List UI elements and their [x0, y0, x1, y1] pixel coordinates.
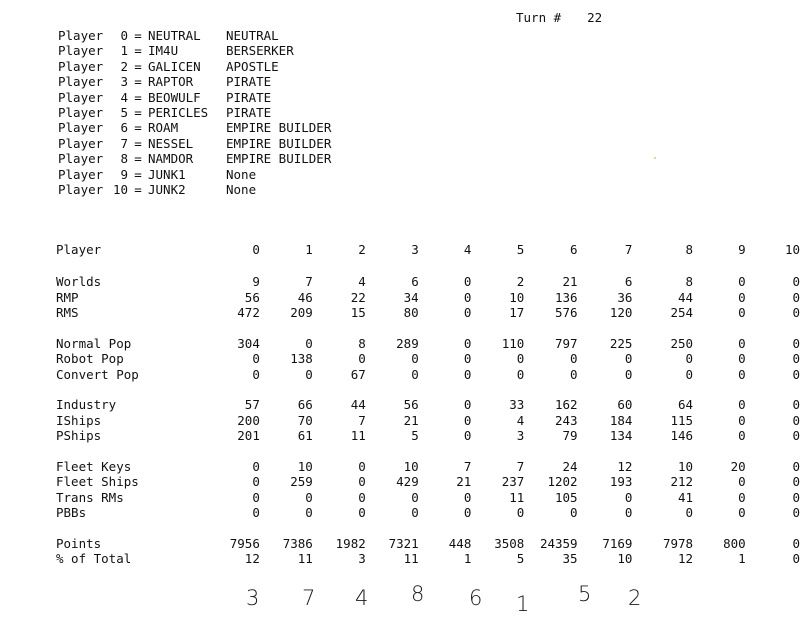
table-cell: 0: [738, 489, 746, 505]
table-cell: 0: [305, 489, 313, 505]
table-cell: 41: [678, 489, 694, 505]
row-label: Points: [56, 535, 102, 551]
table-cell: 304: [237, 335, 260, 351]
table-cell: 237: [501, 474, 525, 489]
table-cell: 0: [252, 474, 260, 489]
equals-sign: =: [134, 166, 142, 182]
table-cell: 120: [609, 305, 633, 320]
player-number: 6: [120, 120, 128, 136]
table-cell: 3: [358, 551, 366, 566]
column-header: 9: [738, 242, 746, 258]
table-cell: 800: [723, 535, 746, 551]
player-type: PIRATE: [226, 89, 272, 105]
table-cell: 60: [617, 397, 633, 412]
column-header: 3: [411, 242, 419, 258]
row-label: Industry: [56, 397, 117, 412]
player-number: 3: [120, 74, 128, 90]
player-number: 10: [112, 181, 128, 197]
table-cell: 0: [792, 535, 800, 551]
table-cell: 110: [501, 335, 525, 351]
row-label: Fleet Ships: [56, 474, 139, 489]
table-cell: 0: [792, 335, 800, 351]
player-entry: [58, 105, 331, 120]
player-entry: [58, 43, 331, 58]
group-spacer: [56, 444, 800, 459]
turn-number: 22: [587, 10, 603, 25]
table-cell: 0: [685, 351, 694, 366]
player-name: GALICEN: [148, 58, 201, 74]
player-entry: [58, 90, 331, 105]
row-label: Worlds: [56, 274, 102, 289]
player-type: EMPIRE BUILDER: [226, 135, 332, 151]
table-cell: 0: [463, 351, 472, 366]
table-cell: 0: [305, 335, 313, 351]
player-type: None: [226, 181, 257, 197]
group-spacer: [56, 259, 800, 274]
player-entry-label: Player: [58, 43, 104, 59]
table-cell: 0: [252, 458, 260, 474]
table-cell: 7978: [662, 535, 694, 551]
table-cell: 44: [678, 289, 694, 305]
table-cell: 7: [516, 458, 525, 474]
table-cell: 0: [411, 505, 419, 520]
table-cell: 7321: [388, 535, 419, 551]
table-row: [56, 551, 800, 567]
table-cell: 3: [516, 428, 525, 443]
player-number: 1: [120, 43, 128, 59]
table-cell: 8: [685, 274, 694, 289]
table-row: [56, 459, 800, 475]
table-cell: 57: [244, 397, 260, 412]
table-row: [56, 474, 800, 490]
table-cell: 0: [358, 505, 366, 520]
table-cell: 0: [411, 489, 419, 505]
handwritten-rank: 4: [355, 586, 369, 610]
table-cell: 10: [297, 458, 313, 474]
player-number: 8: [120, 151, 128, 167]
table-cell: 225: [609, 335, 633, 351]
row-label: Trans RMs: [56, 489, 124, 505]
table-cell: 46: [297, 289, 313, 305]
table-cell: 0: [516, 351, 525, 366]
table-cell: 138: [290, 351, 313, 366]
row-label: PBBs: [56, 505, 87, 520]
table-row: [56, 336, 800, 352]
table-row: [56, 505, 800, 521]
table-cell: 56: [403, 397, 419, 412]
player-entry: [58, 151, 331, 166]
table-cell: 0: [358, 474, 366, 489]
row-label: RMS: [56, 305, 79, 320]
table-cell: 0: [252, 489, 260, 505]
player-name: ROAM: [148, 120, 179, 136]
player-name: BEOWULF: [148, 89, 201, 105]
table-cell: 10: [617, 551, 633, 566]
table-cell: 0: [738, 289, 746, 305]
table-cell: 0: [252, 366, 260, 382]
table-cell: 67: [350, 366, 366, 382]
table-cell: 6: [411, 274, 419, 289]
table-cell: 5: [411, 428, 419, 443]
table-cell: 7: [358, 412, 366, 428]
table-cell: 0: [792, 412, 800, 428]
table-cell: 0: [738, 274, 746, 289]
table-cell: 162: [555, 397, 578, 412]
player-type: PIRATE: [226, 104, 272, 120]
table-cell: 134: [609, 428, 633, 443]
table-cell: 0: [624, 489, 633, 505]
player-entry: [58, 182, 331, 197]
handwritten-rank: 6: [469, 586, 483, 610]
table-cell: 0: [792, 397, 800, 412]
table-cell: 0: [792, 458, 800, 474]
table-cell: 21: [456, 474, 472, 489]
table-header-row: [56, 241, 800, 259]
table-cell: 0: [516, 366, 525, 382]
table-row: [56, 305, 800, 321]
table-cell: 0: [624, 366, 633, 382]
table-cell: 12: [244, 551, 260, 566]
column-header: 1: [305, 242, 313, 258]
table-cell: 448: [448, 535, 472, 551]
column-header: 0: [252, 242, 260, 258]
row-label: Robot Pop: [56, 351, 124, 366]
player-name: RAPTOR: [148, 74, 194, 90]
table-cell: 3508: [494, 535, 525, 551]
table-row: [56, 397, 800, 413]
player-entry: [58, 167, 331, 182]
player-name: NESSEL: [148, 135, 194, 151]
table-cell: 184: [609, 412, 633, 428]
table-cell: 1: [463, 551, 472, 566]
table-cell: 797: [555, 335, 578, 351]
table-cell: 7386: [282, 535, 313, 551]
player-type: BERSERKER: [226, 43, 294, 59]
player-name: JUNK1: [148, 166, 186, 182]
table-row: [56, 413, 800, 429]
table-cell: 0: [738, 305, 746, 320]
player-name: NEUTRAL: [148, 28, 201, 43]
table-cell: 11: [350, 428, 366, 443]
handwritten-rank: 3: [246, 586, 260, 610]
equals-sign: =: [134, 120, 142, 136]
paper-speck: [654, 157, 656, 159]
table-cell: 21: [562, 274, 578, 289]
table-cell: 0: [685, 366, 694, 382]
player-name: NAMDOR: [148, 151, 194, 167]
group-spacer: [56, 321, 800, 336]
table-cell: 10: [678, 458, 694, 474]
row-label: RMP: [56, 289, 79, 305]
player-type: None: [226, 166, 257, 182]
table-cell: 0: [305, 505, 313, 520]
player-entry-label: Player: [58, 181, 104, 197]
table-cell: 0: [792, 289, 800, 305]
table-cell: 209: [290, 305, 313, 320]
player-type: APOSTLE: [226, 58, 279, 74]
table-cell: 0: [738, 351, 746, 366]
player-type: NEUTRAL: [226, 28, 279, 43]
table-cell: 0: [305, 366, 313, 382]
handwritten-rank: 2: [628, 586, 642, 610]
player-name: JUNK2: [148, 181, 186, 197]
table-cell: 22: [350, 289, 366, 305]
table-cell: 7956: [229, 535, 260, 551]
equals-sign: =: [134, 89, 142, 105]
table-cell: 289: [396, 335, 419, 351]
equals-sign: =: [134, 43, 142, 59]
row-label: Convert Pop: [56, 366, 139, 382]
table-cell: 0: [738, 397, 746, 412]
table-cell: 21: [403, 412, 419, 428]
table-cell: 576: [555, 305, 578, 320]
table-cell: 0: [570, 505, 578, 520]
table-cell: 429: [396, 474, 419, 489]
table-cell: 472: [237, 305, 260, 320]
table-cell: 212: [670, 474, 694, 489]
table-cell: 0: [738, 474, 746, 489]
table-row: [56, 490, 800, 506]
table-cell: 56: [244, 289, 260, 305]
equals-sign: =: [134, 74, 142, 90]
column-header: 7: [624, 242, 633, 258]
table-cell: 0: [463, 505, 472, 520]
table-cell: 7: [305, 274, 313, 289]
table-cell: 5: [516, 551, 525, 566]
table-row: [56, 290, 800, 306]
equals-sign: =: [134, 28, 142, 43]
table-cell: 0: [570, 366, 578, 382]
table-cell: 0: [738, 335, 746, 351]
table-cell: 0: [252, 351, 260, 366]
table-cell: 193: [609, 474, 633, 489]
table-cell: 0: [463, 428, 472, 443]
table-cell: 0: [624, 505, 633, 520]
table-cell: 10: [509, 289, 525, 305]
column-header: 10: [784, 242, 800, 258]
table-cell: 2: [516, 274, 525, 289]
player-entry: [58, 74, 331, 89]
table-cell: 44: [350, 397, 366, 412]
table-cell: 0: [252, 505, 260, 520]
handwritten-rank: 7: [302, 586, 316, 610]
player-number: 9: [120, 166, 128, 182]
table-cell: 0: [738, 412, 746, 428]
table-cell: 200: [237, 412, 260, 428]
player-entry: [58, 59, 331, 74]
table-cell: 254: [670, 305, 694, 320]
table-cell: 10: [403, 458, 419, 474]
equals-sign: =: [134, 135, 142, 151]
table-row: [56, 274, 800, 290]
table-cell: 105: [555, 489, 578, 505]
table-cell: 136: [555, 289, 578, 305]
player-entry-label: Player: [58, 74, 104, 90]
player-type: EMPIRE BUILDER: [226, 120, 332, 136]
player-number: 0: [120, 28, 128, 43]
table-cell: 24: [562, 458, 578, 474]
table-row: [56, 367, 800, 383]
table-cell: 0: [624, 351, 633, 366]
header-label: Player: [56, 242, 102, 258]
table-cell: 66: [297, 397, 313, 412]
table-cell: 61: [297, 428, 313, 443]
table-cell: 70: [297, 412, 313, 428]
table-cell: 11: [403, 551, 419, 566]
table-cell: 0: [738, 428, 746, 443]
player-entry-label: Player: [58, 166, 104, 182]
table-cell: 12: [617, 458, 633, 474]
table-cell: 0: [792, 274, 800, 289]
player-entry-label: Player: [58, 58, 104, 74]
player-type: PIRATE: [226, 74, 272, 90]
table-row: [56, 536, 800, 552]
table-cell: 9: [252, 274, 260, 289]
player-name: IM4U: [148, 43, 179, 59]
table-cell: 1202: [547, 474, 578, 489]
table-cell: 1982: [335, 535, 366, 551]
player-name: PERICLES: [148, 104, 209, 120]
player-entry-label: Player: [58, 120, 104, 136]
table-cell: 6: [624, 274, 633, 289]
table-cell: 1: [738, 551, 746, 566]
table-cell: 36: [617, 289, 633, 305]
table-cell: 0: [411, 351, 419, 366]
table-cell: 0: [685, 505, 694, 520]
table-cell: 0: [411, 366, 419, 382]
equals-sign: =: [134, 181, 142, 197]
player-entry: [58, 120, 331, 135]
player-list: [58, 28, 331, 197]
equals-sign: =: [134, 104, 142, 120]
table-cell: 4: [516, 412, 525, 428]
table-cell: 0: [570, 351, 578, 366]
table-cell: 0: [792, 505, 800, 520]
table-row: [56, 351, 800, 367]
row-label: Fleet Keys: [56, 458, 132, 474]
table-cell: 0: [463, 397, 472, 412]
table-cell: 146: [670, 428, 694, 443]
table-cell: 35: [562, 551, 578, 566]
table-cell: 250: [670, 335, 694, 351]
row-label: PShips: [56, 428, 102, 443]
table-row: [56, 428, 800, 444]
turn-label: Turn #: [516, 10, 562, 25]
table-cell: 24359: [539, 535, 578, 551]
column-header: 5: [516, 242, 525, 258]
table-cell: 0: [358, 489, 366, 505]
table-cell: 0: [792, 489, 800, 505]
statistics-table: [56, 241, 800, 567]
player-entry-label: Player: [58, 89, 104, 105]
column-header: 8: [685, 242, 694, 258]
table-cell: 33: [509, 397, 525, 412]
row-label: % of Total: [56, 551, 132, 566]
table-cell: 0: [738, 505, 746, 520]
group-spacer: [56, 521, 800, 536]
column-header: 4: [463, 242, 472, 258]
player-number: 4: [120, 89, 128, 105]
equals-sign: =: [134, 151, 142, 167]
table-cell: 0: [792, 428, 800, 443]
table-cell: 20: [730, 458, 746, 474]
table-cell: 0: [463, 305, 472, 320]
table-cell: 0: [463, 489, 472, 505]
table-cell: 0: [792, 474, 800, 489]
table-cell: 0: [463, 335, 472, 351]
table-cell: 7169: [602, 535, 633, 551]
player-entry-label: Player: [58, 135, 104, 151]
row-label: Normal Pop: [56, 335, 132, 351]
table-cell: 64: [678, 397, 694, 412]
table-cell: 0: [463, 274, 472, 289]
table-cell: 115: [670, 412, 694, 428]
handwritten-rank: 1: [516, 592, 530, 616]
table-cell: 259: [290, 474, 313, 489]
table-cell: 0: [516, 505, 525, 520]
equals-sign: =: [134, 58, 142, 74]
table-cell: 79: [562, 428, 578, 443]
table-cell: 201: [237, 428, 260, 443]
player-entry: [58, 136, 331, 151]
table-cell: 0: [463, 366, 472, 382]
table-cell: 34: [403, 289, 419, 305]
handwritten-rank: 8: [411, 582, 425, 606]
group-spacer: [56, 382, 800, 397]
column-header: 2: [358, 242, 366, 258]
player-entry-label: Player: [58, 151, 104, 167]
table-cell: 7: [463, 458, 472, 474]
column-header: 6: [570, 242, 578, 258]
table-cell: 0: [792, 366, 800, 382]
player-number: 5: [120, 104, 128, 120]
table-cell: 0: [358, 351, 366, 366]
player-type: EMPIRE BUILDER: [226, 151, 332, 167]
table-cell: 12: [678, 551, 694, 566]
table-cell: 0: [358, 458, 366, 474]
table-cell: 80: [403, 305, 419, 320]
player-number: 7: [120, 135, 128, 151]
row-label: IShips: [56, 412, 102, 428]
table-cell: 4: [358, 274, 366, 289]
table-cell: 243: [555, 412, 578, 428]
player-number: 2: [120, 58, 128, 74]
table-cell: 0: [792, 305, 800, 320]
table-cell: 0: [463, 289, 472, 305]
table-cell: 0: [792, 551, 800, 566]
player-entry-label: Player: [58, 104, 104, 120]
table-cell: 15: [350, 305, 366, 320]
table-cell: 8: [358, 335, 366, 351]
table-cell: 0: [463, 412, 472, 428]
table-cell: 17: [509, 305, 525, 320]
player-entry: [58, 28, 331, 43]
player-entry-label: Player: [58, 28, 104, 43]
table-cell: 0: [792, 351, 800, 366]
table-cell: 0: [738, 366, 746, 382]
table-cell: 11: [297, 551, 313, 566]
handwritten-rank: 5: [578, 582, 592, 606]
table-cell: 11: [509, 489, 525, 505]
turn-indicator: [516, 10, 602, 25]
